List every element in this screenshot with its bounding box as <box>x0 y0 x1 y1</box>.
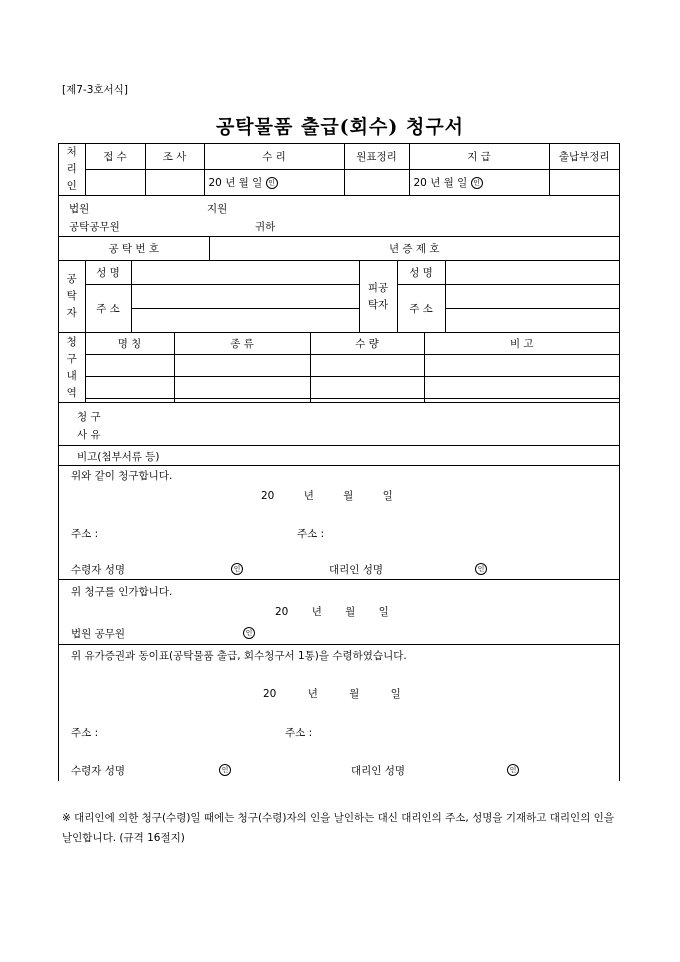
remarks-section[interactable] <box>59 446 619 466</box>
remarks-cell[interactable] <box>424 355 619 377</box>
depositor-address-field-1[interactable] <box>131 285 359 309</box>
header-payment: 지 급 <box>409 144 549 169</box>
item-type-cell[interactable] <box>174 355 310 377</box>
processing-table <box>59 144 619 196</box>
header-investigation: 조 사 <box>145 144 204 169</box>
claim-reason-label-2: 사 유 <box>77 429 101 441</box>
approval-text: 위 청구를 인가합니다. <box>71 586 173 598</box>
parties-table <box>59 261 619 333</box>
payment-date: 20 년 월 일 <box>413 176 468 189</box>
acceptance-date-field[interactable] <box>204 169 344 195</box>
depositor-name-field[interactable] <box>131 261 359 285</box>
receipt-agent-address-label: 주소 : <box>285 727 313 739</box>
depositee-side-label: 피공탁자 <box>359 261 397 333</box>
claim-details-table <box>59 333 619 403</box>
quantity-cell[interactable] <box>310 377 424 399</box>
seal-mark-icon: 인 <box>243 627 255 639</box>
remarks-cell[interactable] <box>424 377 619 399</box>
item-name-cell[interactable] <box>85 355 174 377</box>
claim-details-side-label: 청구내역 <box>59 333 85 403</box>
footnote: ※ 대리인에 의한 청구(수령)일 때에는 청구(수령)자의 인을 날인하는 대신 대리인의 주소, 성명을 기재하고 대리인의 인을 날인합니다. (규격 16절지) <box>62 812 614 844</box>
honorific-label: 귀하 <box>255 221 276 233</box>
remarks-label: 비고(첨부서류 등) <box>77 451 160 463</box>
receipt-date[interactable]: 20 년 월 일 <box>263 688 401 700</box>
depositee-address-label: 주 소 <box>397 285 445 333</box>
receiver-name-label: 수령자 성명 <box>71 564 126 576</box>
payment-date-field[interactable] <box>409 169 549 195</box>
header-acceptance: 수 리 <box>204 144 344 169</box>
agent-name-label: 대리인 성명 <box>329 564 384 576</box>
claim-form <box>58 143 620 781</box>
acceptance-date: 20 년 월 일 <box>208 176 263 189</box>
item-name-cell[interactable] <box>85 377 174 399</box>
seal-mark-icon: 인 <box>475 563 487 575</box>
officer-label: 공탁공무원 <box>69 221 120 233</box>
header-ledger-entry: 원표정리 <box>344 144 409 169</box>
item-type-cell <box>174 399 310 403</box>
header-remarks: 비 고 <box>424 333 619 355</box>
deposit-number-field[interactable]: 년 증 제 호 <box>209 237 619 261</box>
seal-mark-icon: 인 <box>507 764 519 776</box>
ledger-entry-field[interactable] <box>344 169 409 195</box>
processing-side-label: 처리인 <box>59 144 85 196</box>
depositee-address-field-2[interactable] <box>445 309 619 333</box>
form-title: 공탁물품 출급(회수) 청구서 <box>215 116 465 138</box>
claim-statement-text: 위와 같이 청구합니다. <box>71 470 173 482</box>
depositor-name-label: 성 명 <box>85 261 131 285</box>
court-officer-label: 법원 공무원 <box>71 628 126 640</box>
deposit-number-table <box>59 237 619 261</box>
receipt-text: 위 유가증권과 동이표(공탁물품 출급, 회수청구서 1통)을 수령하였습니다. <box>71 650 407 662</box>
received-field[interactable] <box>85 169 145 195</box>
seal-mark-icon: 인 <box>231 563 243 575</box>
claimant-address-label: 주소 : <box>71 528 99 540</box>
claim-reason-section[interactable] <box>59 403 619 446</box>
branch-label: 지원 <box>207 203 228 215</box>
claim-date[interactable]: 20 년 월 일 <box>261 490 393 502</box>
cashbook-entry-field[interactable] <box>549 169 619 195</box>
addressee-section <box>59 196 619 237</box>
header-received: 접 수 <box>85 144 145 169</box>
investigation-field[interactable] <box>145 169 204 195</box>
quantity-cell <box>310 399 424 403</box>
receipt-section <box>59 645 619 781</box>
item-name-cell <box>85 399 174 403</box>
header-item-name: 명 칭 <box>85 333 174 355</box>
form-number: [제7-3호서식] <box>62 84 128 96</box>
header-item-type: 종 류 <box>174 333 310 355</box>
depositor-side-label: 공탁자 <box>59 261 85 333</box>
item-type-cell[interactable] <box>174 377 310 399</box>
depositee-name-label: 성 명 <box>397 261 445 285</box>
depositee-name-field[interactable] <box>445 261 619 285</box>
receipt-receiver-label: 수령자 성명 <box>71 765 126 777</box>
seal-mark-icon: 인 <box>219 764 231 776</box>
agent-address-label: 주소 : <box>297 528 325 540</box>
approval-date[interactable]: 20 년 월 일 <box>275 606 389 618</box>
claim-reason-label-1: 청 구 <box>77 411 101 423</box>
depositor-address-field-2[interactable] <box>131 309 359 333</box>
court-label: 법원 <box>69 203 90 215</box>
header-cashbook-entry: 출납부정리 <box>549 144 619 169</box>
receipt-agent-label: 대리인 성명 <box>351 765 406 777</box>
claim-statement-section <box>59 466 619 580</box>
seal-mark-icon: 인 <box>266 177 278 189</box>
remarks-cell <box>424 399 619 403</box>
header-quantity: 수 량 <box>310 333 424 355</box>
quantity-cell[interactable] <box>310 355 424 377</box>
receipt-address-label: 주소 : <box>71 727 99 739</box>
approval-section <box>59 580 619 645</box>
depositee-address-field-1[interactable] <box>445 285 619 309</box>
depositor-address-label: 주 소 <box>85 285 131 333</box>
seal-mark-icon: 인 <box>471 177 483 189</box>
deposit-number-label: 공 탁 번 호 <box>59 237 209 261</box>
